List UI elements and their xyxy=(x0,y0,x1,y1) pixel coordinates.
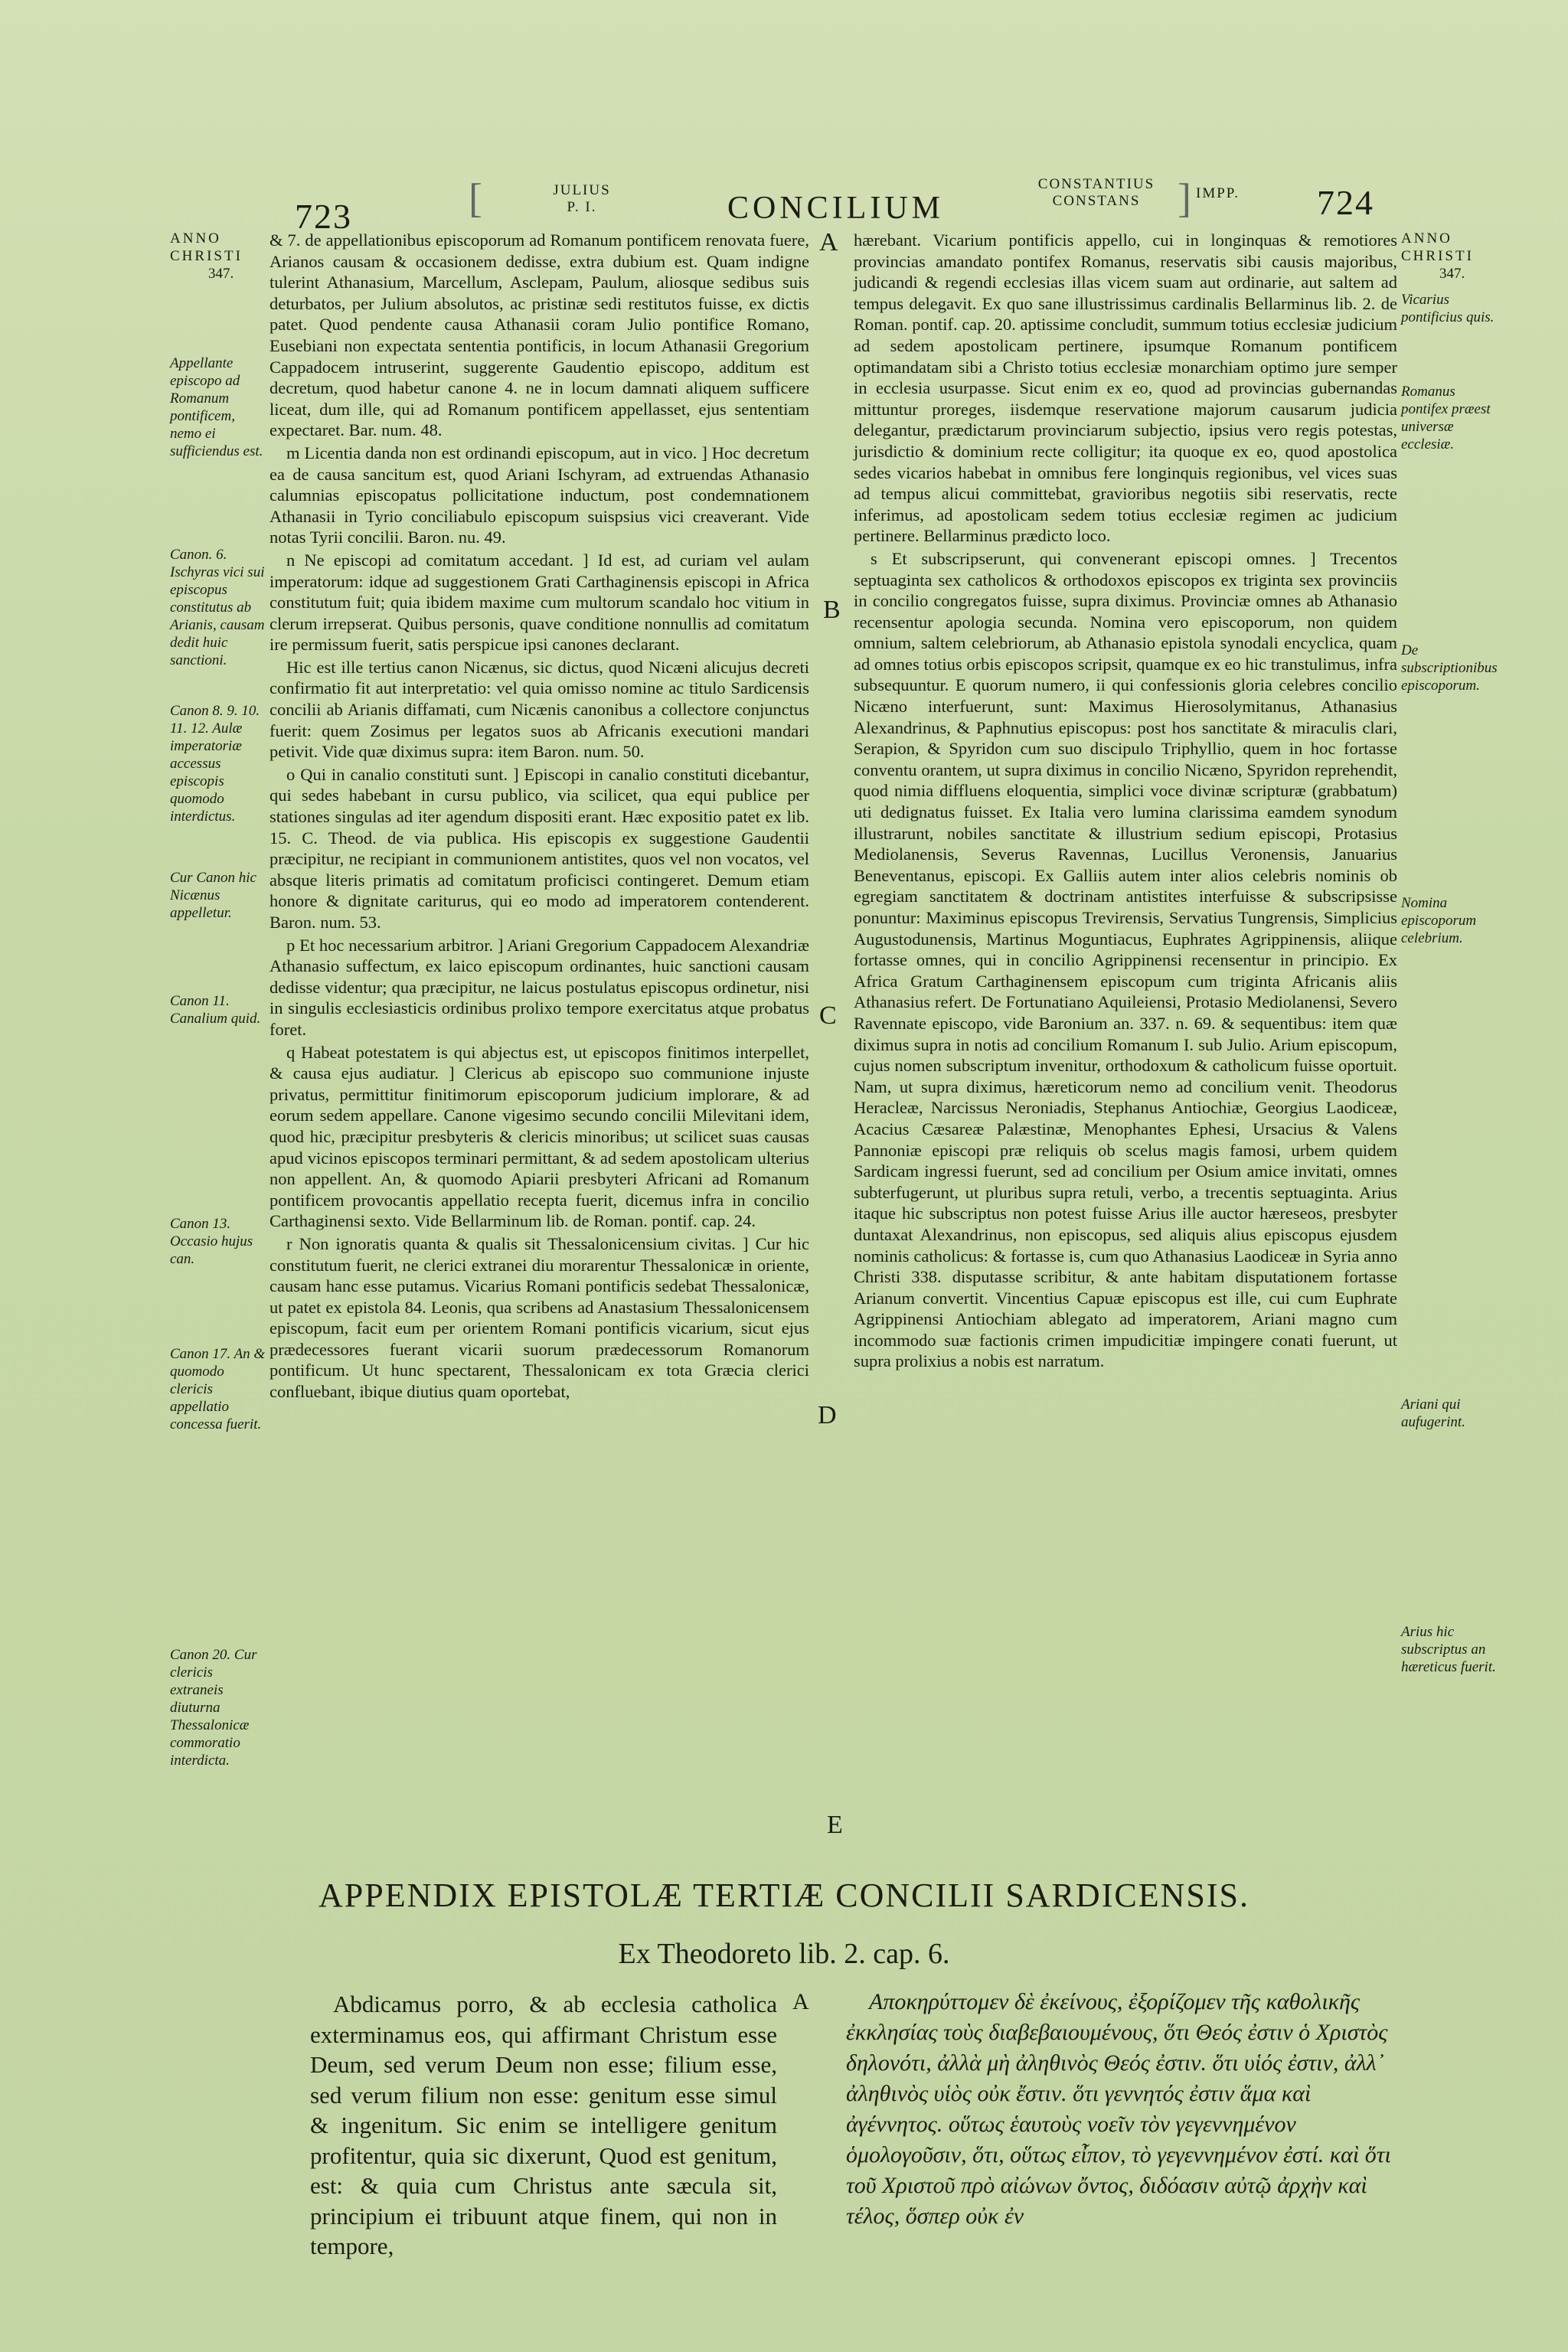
right-anno-block xyxy=(1401,230,1497,283)
anno-year: 347. xyxy=(208,266,234,282)
right-margin-note-3: De subscriptionibus episcoporum. xyxy=(1401,642,1498,694)
section-letter-a2: A xyxy=(792,1989,809,2014)
emperors-label xyxy=(1012,176,1181,210)
appendix-subtitle: Ex Theodoreto lib. 2. cap. 6. xyxy=(618,1938,950,1970)
left-paragraph: q Habeat potestatem is qui abjectus est, ut episcopos finitimos interpellet, & causa ejus audiatur. ] Clericus ab episcopo suo communione injuste privatus, permittitur finitimorum episcoporum judicium implorare, & ad eorum sedem appellare. Canone vigesimo secundo concilii Milevitani idem, quod hic, præcipitur presbyteris & clericis minoribus; ut scilicet suas causas apud vicinos episcopos terminari permittant, & ad sedem apostolicam ulterius non appellent. An, & quomodo Apiarii presbyteri Africani ad Romanum pontificem provocantis appellatio recepta fuerit, dicemus infra in concilio Carthaginensi sexto. Vide Bellarminum lib. de Roman. pontif. cap. 24. xyxy=(270,1042,809,1231)
section-letter-d: D xyxy=(818,1401,837,1429)
christi-label: CHRISTI xyxy=(170,248,243,264)
appendix-latin-text xyxy=(310,1989,777,2262)
right-column xyxy=(854,230,1397,1374)
left-paragraph: n Ne episcopi ad comitatum accedant. ] Id est, ad curiam vel aulam imperatorum: idque ad suggestionem Grati Carthaginensis episcopi in Africa constitutum fuit; quia ibidem maxime cum multorum scandalo hoc vitium in clerum irrepserat. Quibus personis, quave conditione nonnullis ad comitatum ire permissum fuerit, satis perspicue ipsi canones declarant. xyxy=(270,550,809,655)
right-margin-note-6: Arius hic subscriptus an hæreticus fuerit. xyxy=(1401,1624,1496,1675)
right-margin-note-1: Vicarius pontificius quis. xyxy=(1401,292,1494,325)
left-margin-note-3: Canon 8. 9. 10. 11. 12. Aulæ imperatoriæ accessus episcopis quomodo interdictus. xyxy=(170,703,260,825)
right-margin-note-4: Nomina episcoporum celebrium. xyxy=(1401,895,1477,946)
left-margin-note-4: Cur Canon hic Nicænus appelletur. xyxy=(170,870,256,921)
left-margin-note-7: Canon 17. An & quomodo clericis appellatio concessa fuerit. xyxy=(170,1346,266,1432)
left-paragraph: p Et hoc necessarium arbitror. ] Ariani Gregorium Cappadocem Alexandriæ Athanasio suffectum, ex laico episcopum ordinantes, huic sanctioni causam dedisse videntur; qua præcipitur, ne laicus postulatus episcopus ordinetur, nisi in singulis ecclesiasticis ordinibus prolixo tempore exercitatus atque probatus foret. xyxy=(270,935,809,1039)
emperor-1: CONSTANTIUS xyxy=(1037,176,1155,192)
right-paragraph: hærebant. Vicarium pontificis appello, cui in longinquas & remotiores provincias amandato pontifex Romanus, reservatis sibi causis majoribus, judicandi & regendi ecclesias illas vicem suam aut ordinarie, aut saltem ad tempus delegavit. Ex quo sane illustrissimus cardinalis Bellarminus lib. 2. de Roman. pontif. cap. 20. aptissime concludit, summum totius ecclesiæ judicium ad sedem apostolicam pertinere, ipsumque Romanum pontificem optimandatam sibi a Christo totius ecclesiæ monarchiam optimo jure semper in ecclesia usurpasse. Sicut enim ex eo, quod ad provincias gubernandas mittuntur proreges, iisdemque reservatione majorum causarum judicia delegantur, prædictarum provinciarum subjectio, ipsius vero regis potestas, jurisdictio & dominium recte colligitur; ita quoque ex eo, quod apostolica sedes vicarios habebat in omnibus fere longinquis regionibus, vel vices suas ad tempus alicui committebat, gravioribus negotiis sibi reservatis, recte inferimus, ad apostolicam sedem totius ecclesiæ regimen ac judicium pertinere. Bellarminus prædicto loco. xyxy=(854,230,1397,546)
left-margin-note-2: Canon. 6. Ischyras vici sui episcopus constitutus ab Arianis, causam dedit huic sanctioni. xyxy=(170,547,265,668)
right-paragraph: s Et subscripserunt, qui convenerant episcopi omnes. ] Trecentos septuaginta sex catholicos & orthodoxos episcopos ex triginta sex provinciis in concilio congregatos fuisse, supra diximus. Provinciæ omnes ab Athanasio recensentur apologia secunda. Nomina vero episcoporum, non quidem omnium, saltem celebriorum, ab Athanasio epistola synodali encyclica, quam ad omnes totius orbis episcopos scripsit, quamque ex eo hic transtulimus, infra subsequuntur. E quorum numero, ii qui confessionis gloria celebres concilio Nicæno interfuerunt, sunt: Maximus Hierosolymitanus, Athanasius Alexandrinus, & Paphnutius episcopus: post hos sanctitate & miraculis clari, Serapion, & Spyridon cum suo discipulo Triphyllio, quem in hoc fortasse conventu orantem, ut supra diximus in concilio Nicæno, Spyridon reprehendit, quod nimia diffluens eloquentia, simplici voce divinæ scripturæ (grabbatum) uti dedignatus fuisset. Ex Italia vero lumina clarissima eamdem synodum illustrarunt, nobiles sanctitate & illustrium sedium episcopi, Protasius Mediolanensis, Severus Ravennas, Lucillus Veronensis, Januarius Beneventanus, episcopi. Ex Galliis autem inter alios celebris nominis ob egregiam sanctitatem & doctrinam antistites interfuisse & subscripsisse ponuntur: Maximinus episcopus Trevirensis, Servatius Tungrensis, Simplicius Augustodunensis, Martinus Moguntiacus, Euphrates Agrippinensis, aliique fortasse omnes, qui in concilio Agrippinensi recensentur in principio. Ex Africa Gratum Carthaginensem episcopum cum triginta Africanis aliis Athanasius refert. De Fortunatiano Aquileiensi, Protasio Mediolanensi, Severo Ravennate episcopo, vide Baronium an. 337. n. 69. & sequentibus: item quæ diximus supra in notis ad concilium Romanum I. sub Julio. Arium episcopum, cujus nomen subscriptum invenitur, orthodoxum & catholicum fuisse oportuit. Nam, ut supra diximus, hæreticorum nemo ad concilium venit. Theodorus Heracleæ, Narcissus Neroniadis, Stephanus Antiochiæ, Georgius Laodiceæ, Acacius Cæsareæ Palæstinæ, Menophantes Ephesi, Ursacius & Valens Pannoniæ episcopi præ reliquis ob scelus magis famosi, urbem quidem Sardicam ingressi fuerunt, sed ad concilium per Osium amice invitati, omnes subterfugerunt, ut pluribus supra retuli, verbo, a trecentis septuaginta. Arius itaque hic subscriptus non potest fuisse Arius ille auctor hæreseos, presbyter duntaxat Alexandrinus, non episcopus, sed aliquis alius episcopus ejusdem nominis catholicus: & fortasse is, cum quo Athanasius Laodiceæ in Syria anno Christi 338. disputasse scribitur, & ante habitam disputationem fortasse Arianum convertit. Vincentius Capuæ episcopus est ille, cui cum Euphrate Agrippinensi Antiochiam ablegato ad imperatorem, Ariani magno cum incommodo suæ factionis crimen impudicitiæ impingere conati fuerunt, ut supra prolixius a nobis est narratum. xyxy=(854,548,1397,1371)
section-letter-c: C xyxy=(819,1001,837,1030)
latin-paragraph: Abdicamus porro, & ab ecclesia catholica exterminamus eos, qui affirmant Christum esse Deum, sed verum Deum non esse; filium esse, sed verum filium non esse: genitum esse simul & ingenitum. Sic enim se intelligere genitum profitentur, quia sic dixerunt, Quod est genitum, est: & quia cum Christus ante sæcula sit, principium ei tribuunt atque finem, qui non in tempore, xyxy=(310,1991,777,2259)
right-margin-note-5: Ariani qui aufugerint. xyxy=(1401,1396,1465,1430)
anno-label: ANNO xyxy=(1401,230,1452,247)
left-paragraph: Hic est ille tertius canon Nicænus, sic dictus, quod Nicæni alicujus decreti confirmatio fit aut interpretatio: vel quia omisso nomine ac titulo Sardicensis concilii ab Arianis diffamati, cum Nicænis canonibus a collectore conjunctus fuerit: quem Zosimus per legatos suos ab Africanis executioni mandari petivit. Vide quæ diximus supra: item Baron. num. 50. xyxy=(270,657,809,762)
right-margin-note-2: Romanus pontifex præest universæ ecclesiæ. xyxy=(1401,384,1491,452)
left-paragraph: o Qui in canalio constituti sunt. ] Episcopi in canalio constituti dicebantur, qui sedes habebant in cursu publico, via scilicet, qua equi publice per stationes singulas ad iter agendum dispositi erant. Hæc expositio patet ex lib. 15. C. Theod. de via publica. His episcopis ex suggestione Gaudentii præcipitur, ne recipiant in communionem antistites, quos vel non vocatos, vel absque literis primatis ad comitatum proficisci contingeret. Demum etiam honore & dignitate cariturus, qui eo modo ad imperatorem contenderent. Baron. num. 53. xyxy=(270,764,809,932)
section-letter-a: A xyxy=(819,228,838,256)
left-margin-note-5: Canon 11. Canalium quid. xyxy=(170,993,261,1027)
left-margin-note-8: Canon 20. Cur clericis extraneis diuturna Thessalonicæ commoratio interdicta. xyxy=(170,1647,257,1769)
section-letter-e: E xyxy=(827,1811,843,1839)
christi-label: CHRISTI xyxy=(1401,248,1474,264)
right-page-number: 724 xyxy=(1317,183,1374,222)
emperor-2: CONSTANS xyxy=(1052,193,1141,209)
pope-number: P. I. xyxy=(567,199,597,215)
page-title: CONCILIUM xyxy=(727,191,944,226)
page-header xyxy=(0,175,1568,236)
left-column xyxy=(270,230,809,1404)
pope-name: JULIUS xyxy=(553,182,611,198)
left-anno-block xyxy=(170,230,270,283)
anno-label: ANNO xyxy=(170,230,221,247)
appendix-greek-text xyxy=(846,1987,1413,2232)
left-page-number: 723 xyxy=(295,197,352,236)
header-bracket-right: ] xyxy=(1178,175,1191,221)
appendix-title: APPENDIX EPISTOLÆ TERTIÆ CONCILII SARDICENSIS. xyxy=(318,1877,1250,1914)
left-paragraph: & 7. de appellationibus episcoporum ad Romanum pontificem renovata fuere, Arianos causam & occasionem dedisse, extra dubium est. Quam indigne tulerint Athanasium, Marcellum, Asclepam, Paulum, aliosque sedibus suis deturbatos, per Julium absolutos, ac pristinæ sedi restitutos fuisse, ex dictis patet. Quod pendente causa Athanasii coram Julio pontifice Romano, Eusebiani non expectata sententia pontificis, in locum Athanasii Gregorium Cappadocem intruserint, suggerente Gaudentio episcopo, additum est decretum, quod habetur canone 4. ne in locum damnati aliquem sufficere liceat, dum ille, qui ad Romanum pontificem appellasset, ejus sententiam expectaret. Bar. num. 48. xyxy=(270,230,809,440)
section-letter-b: B xyxy=(823,596,841,624)
anno-year: 347. xyxy=(1439,266,1465,282)
pope-label xyxy=(540,182,624,216)
impp-label: IMPP. xyxy=(1196,185,1240,201)
left-paragraph: r Non ignoratis quanta & qualis sit Thessalonicensium civitas. ] Cur hic constitutum fuerit, ne clerici extranei diu morarentur Thessalonicæ in oriente, causam hanc esse putamus. Vicarius Romani pontificis sedebat Thessalonicæ, ut patet ex epistola 84. Leonis, qua scribens ad Anastasium Thessalonicensem episcopum, facit eum per orientem Romani pontificis vicarium, sicut ejus prædecessores fuerant vicarii suorum prædecessorum Romanorum pontificum. Ut hunc spectarent, Thessalonicam ex tota Græcia clerici confluebant, ibique diutius quam oportebat, xyxy=(270,1233,809,1402)
header-bracket-left: [ xyxy=(469,175,482,221)
greek-paragraph: Αποκηρύττομεν δὲ ἐκείνους, ἐξορίζομεν τῆς καθολικῆς ἐκκλησίας τοὺς διαβεβαιουμένους, ὅτι Θεός ἐστιν ὁ Χριστὸς δηλονότι, ἀλλὰ μὴ ἀληθινὸς Θεός ἐστιν. ὅτι υἱός ἐστιν, ἀλλ᾽ ἀληθινὸς υἱὸς οὐκ ἔστιν. ὅτι γεννητός ἐστιν ἅμα καὶ ἀγέννητος. οὕτως ἑαυτοὺς νοεῖν τὸν γεγεννημένον ὁμολογοῦσιν, ὅτι, οὕτως εἶπον, τὸ γεγεννημένον ἐστί. καὶ ὅτι τοῦ Χριστοῦ πρὸ αἰώνων ὄντος, διδόασιν αὐτῷ ἀρχὴν καὶ τέλος, ὅσπερ οὐκ ἐν xyxy=(846,1989,1391,2229)
left-paragraph: m Licentia danda non est ordinandi episcopum, aut in vico. ] Hoc decretum ea de causa sancitum est, quod Ariani Ischyram, ad extruendas Athanasio calumnias episcopatus pollicitatione inductum, post condemnationem Athanasii in Tyrio conciliabulo episcopum suispsius vici creaverant. Vide notas Tyrii concilii. Baron. nu. 49. xyxy=(270,443,809,547)
left-margin-note-6: Canon 13. Occasio hujus can. xyxy=(170,1216,253,1267)
left-margin-note-1: Appellante episcopo ad Romanum pontificem, nemo ei sufficiendus est. xyxy=(170,355,263,459)
